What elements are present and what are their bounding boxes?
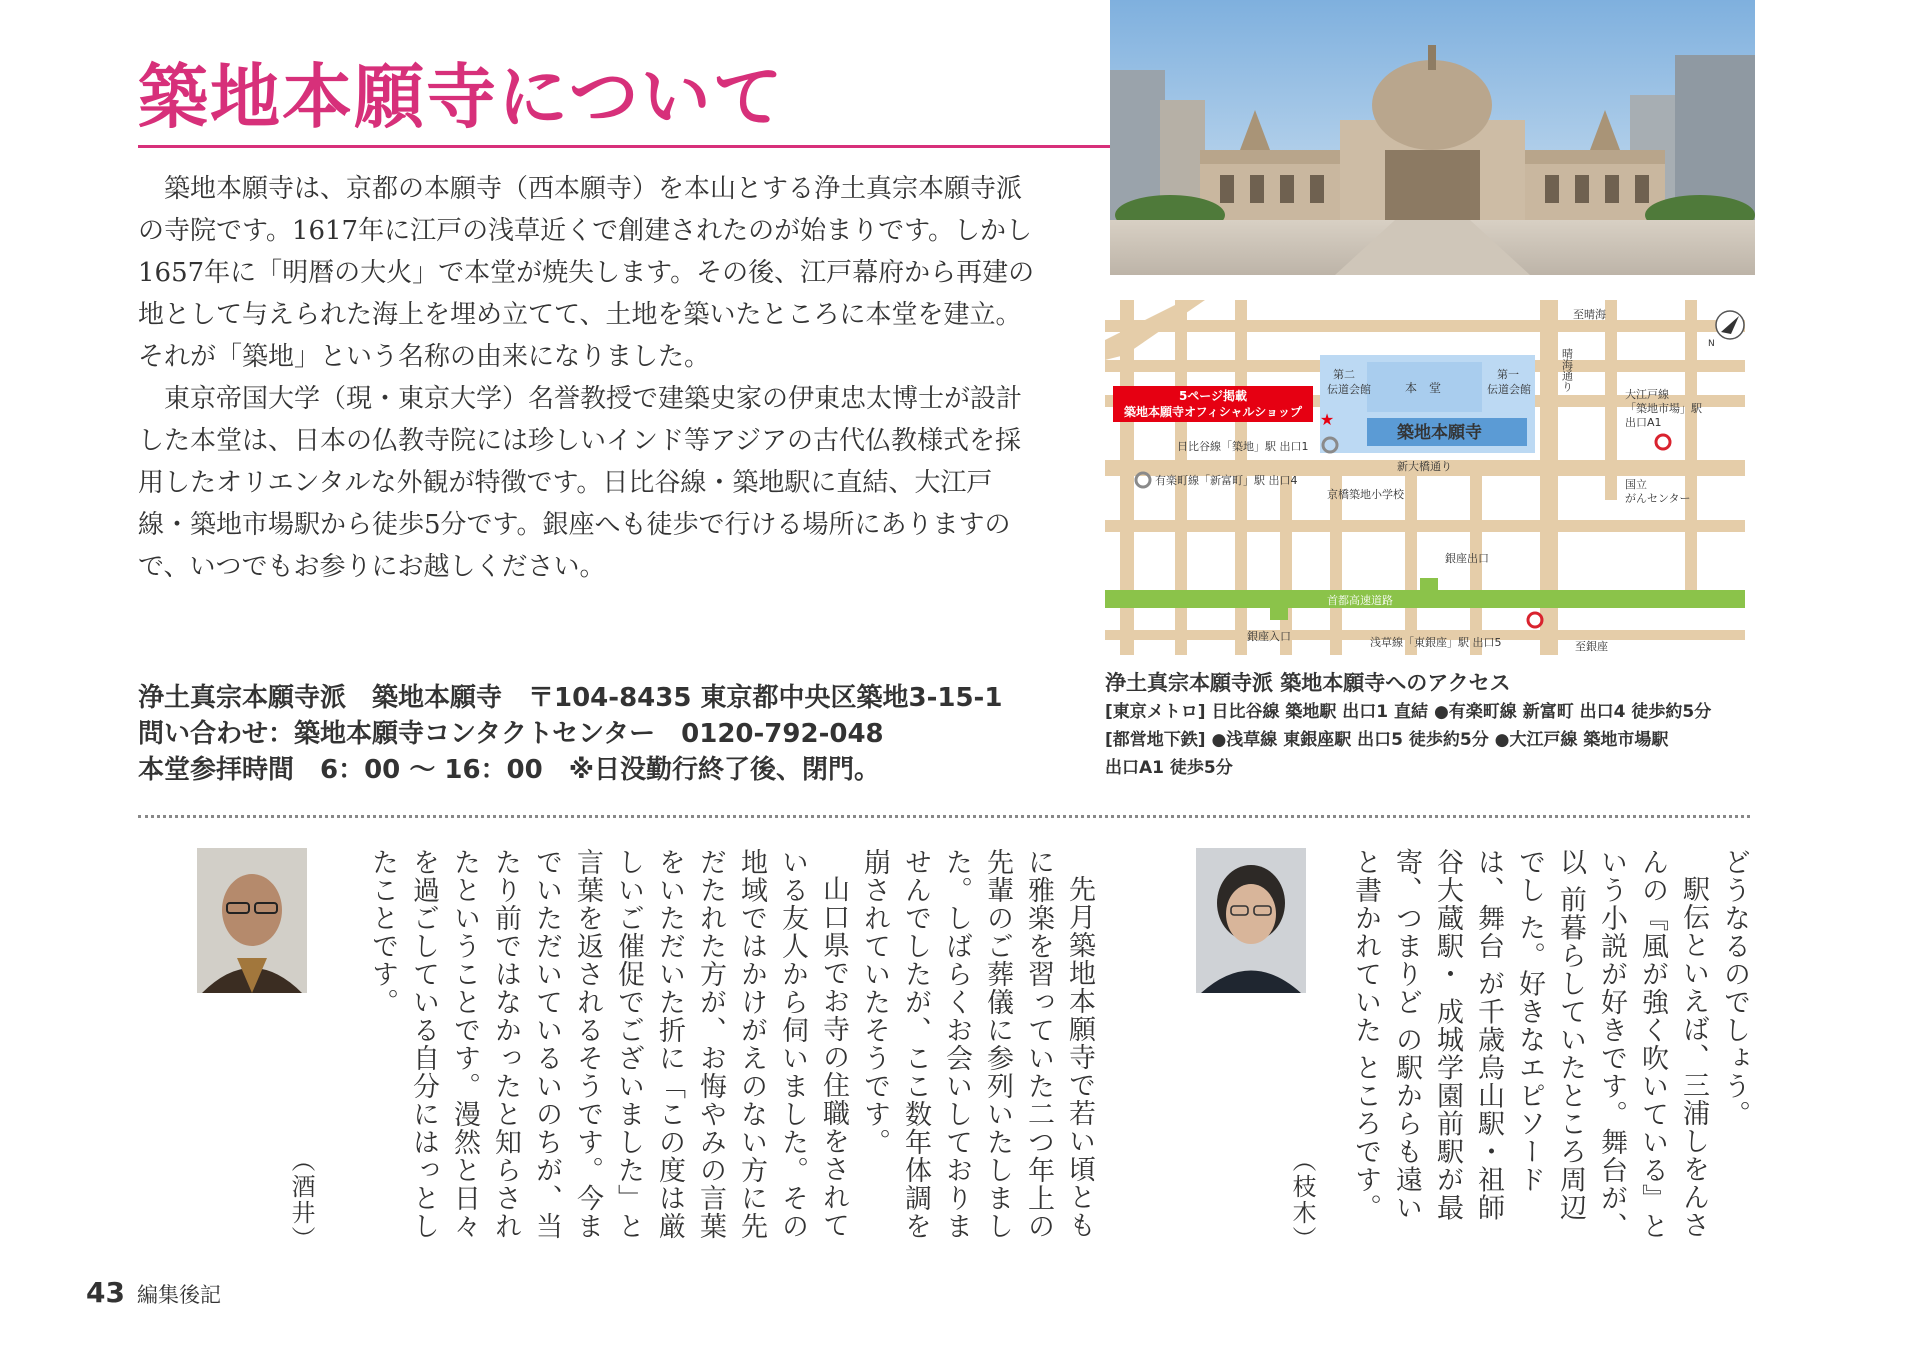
intro-text <box>138 168 1038 588</box>
essay-author-edaki: （枝木） <box>1288 1148 1316 1252</box>
map-label-yurakucho-exit: 有楽町線「新富町」駅 出口4 <box>1155 474 1298 487</box>
map-label-to-ginza: 至銀座 <box>1575 640 1608 653</box>
map-label-asakusa-exit: 浅草線「東銀座」駅 出口5 <box>1370 636 1502 649</box>
essay-lead: どうなるのでしょう。 <box>1719 848 1750 1128</box>
map-label-to-harumi: 至晴海 <box>1573 308 1606 321</box>
map-label-hall2-b: 伝道会館 <box>1327 383 1371 396</box>
address-block <box>138 680 1078 788</box>
page-title: 築地本願寺について <box>138 55 785 138</box>
map-label-main-hall: 本 堂 <box>1405 381 1442 395</box>
section-name: 編集後記 <box>136 1283 221 1307</box>
author-photo-edaki <box>1196 848 1306 993</box>
essay-paragraph: 山口県でお寺の住職をされて いる友人から伺いました。その 地域ではかけがえのない方に先 だたれた方が、お悔やみの言葉 をいただいた折に「この度は厳 しいご催促でございました」と 言葉を返されるそうです。今ま でいただいているいのちが、当 たり前ではなかったと知らされ たということです。漫然と日々 を過ごしている自分にはっとし たことです。 <box>367 848 849 1240</box>
access-line: [東京メトロ] 日比谷線 築地駅 出口1 直結 ●有楽町線 新富町 出口4 徒歩約5分 <box>1105 702 1712 722</box>
address-line: 浄土真宗本願寺派 築地本願寺 〒104-8435 東京都中央区築地3-15-1 <box>138 683 1003 713</box>
access-map <box>1105 300 1760 655</box>
access-line: 出口A1 徒歩5分 <box>1105 758 1233 778</box>
author-photo-sakai <box>197 848 307 993</box>
intro-paragraph: 築地本願寺は、京都の本願寺（西本願寺）を本山とする浄土真宗本願寺派の寺院です。1617年に江戸の浅草近くで創建されたのが始まりです。しかし1657年に「明暦の大火」で本堂が焼失します。その後、江戸幕府から再建の地として与えられた海上を埋め立てて、土地を築いたところに本堂を建立。それが「築地」という名称の由来になりました。 <box>138 174 1035 372</box>
map-label-hall1: 第一 <box>1497 368 1519 381</box>
map-label-hall1-b: 伝道会館 <box>1487 383 1531 396</box>
essay-edaki <box>1345 848 1755 1243</box>
map-label-oedo-1: 大江戸線 <box>1625 388 1669 401</box>
access-line: [都営地下鉄] ●浅草線 東銀座駅 出口5 徒歩約5分 ●大江戸線 築地市場駅 <box>1105 730 1669 750</box>
map-label-cancer-1: 国立 <box>1625 478 1647 491</box>
access-info <box>1105 668 1765 782</box>
essay-paragraph: 先月築地本願寺で若い頃とも に雅楽を習っていた二つ年上の 先輩のご葬儀に参列いたしまし た。しばらくお会いしておりま せんでしたが、ここ数年体調を 崩されていたそうです。 <box>859 848 1095 1240</box>
map-label-cancer-2: がんセンター <box>1625 492 1691 505</box>
intro-paragraph: 東京帝国大学（現・東京大学）名誉教授で建築史家の伊東忠太博士が設計した本堂は、日本の仏教寺院には珍しいインド等アジアの古代仏教様式を採用したオリエンタルな外観が特徴です。日比谷線・築地駅に直結、大江戸線・築地市場駅から徒歩5分です。銀座へも徒歩で行ける場所にありますので、いつでもお参りにお越しください。 <box>138 384 1023 582</box>
map-label-oedo-2: 「築地市場」駅 <box>1625 402 1702 415</box>
map-label-north: N <box>1708 339 1715 349</box>
section-divider <box>138 815 1750 818</box>
essay-paragraph: 駅伝といえば、三浦しをんさ んの『風が強く吹いている』と いう小説が好きです。舞台が、以 前暮らしていたところ周辺でし た。好きなエピソードは、舞台 が千歳烏山駅・祖師谷大蔵駅・ 成城学園前駅が最寄、つまりど の駅からも遠いと書かれていた ところです。 <box>1350 848 1709 1240</box>
essay-author-sakai: （酒井） <box>287 1148 315 1252</box>
map-label-ginza-entrance: 銀座入口 <box>1247 630 1291 643</box>
contact-line: 問い合わせ：築地本願寺コンタクトセンター 0120-792-048 <box>138 719 884 749</box>
page-footer <box>86 1276 221 1309</box>
map-label-school: 京橋築地小学校 <box>1327 488 1404 501</box>
map-shop-callout-1: 5ページ掲載 <box>1178 389 1248 403</box>
hours-line: 本堂参拝時間 6：00 ～ 16：00 ※日没勤行終了後、閉門。 <box>138 755 881 785</box>
map-label-hall2: 第二 <box>1333 368 1355 381</box>
map-shop-callout-2: 築地本願寺オフィシャルショップ <box>1124 405 1302 419</box>
temple-photo <box>1110 0 1755 275</box>
map-label-oedo-3: 出口A1 <box>1625 416 1662 429</box>
map-label-harumi-street: 晴海通り <box>1560 348 1574 392</box>
access-title: 浄土真宗本願寺派 築地本願寺へのアクセス <box>1105 671 1511 695</box>
shop-star-icon: ★ <box>1319 410 1335 429</box>
map-label-temple: 築地本願寺 <box>1397 423 1482 443</box>
map-label-expressway: 首都高速道路 <box>1327 594 1393 607</box>
map-label-ginza-exit: 銀座出口 <box>1445 552 1489 565</box>
title-underline <box>138 145 1110 148</box>
page-number: 43 <box>86 1276 125 1309</box>
essay-sakai <box>362 848 1100 1243</box>
map-label-shin-ohashi: 新大橋通り <box>1397 460 1452 473</box>
map-label-hibiya-exit: 日比谷線「築地」駅 出口1 <box>1177 440 1309 453</box>
